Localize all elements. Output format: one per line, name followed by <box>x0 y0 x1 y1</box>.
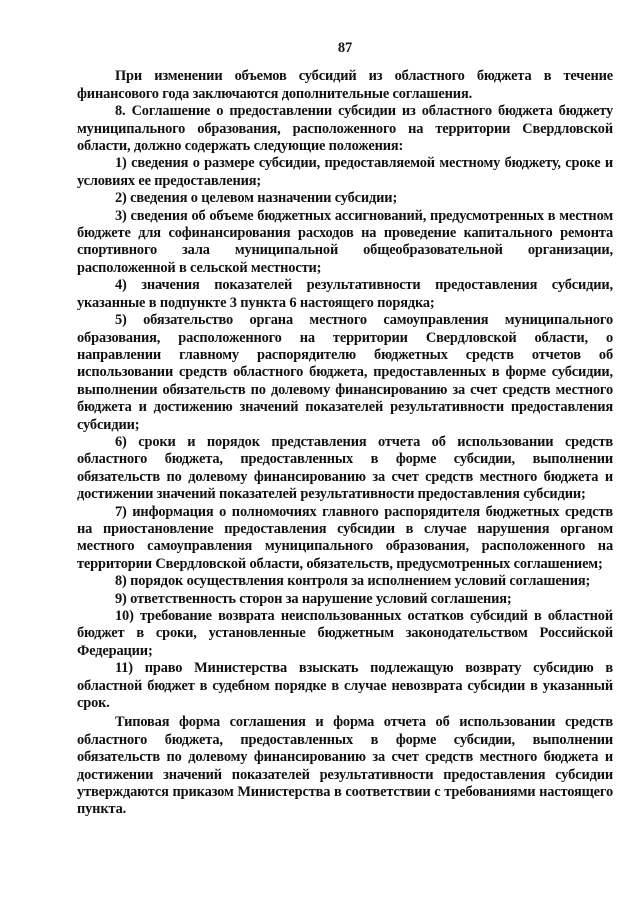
paragraph-1: При изменении объемов субсидий из областного бюджета в течение финансового года заключаются дополнительные соглашения. <box>77 68 613 102</box>
paragraph-10: 8) порядок осуществления контроля за исполнением условий соглашения; <box>115 573 591 590</box>
paragraph-3: 1) сведения о размере субсидии, предоставляемой местному бюджету, сроке и условиях ее предоставления; <box>77 155 613 189</box>
paragraph-8: 6) сроки и порядок представления отчета об использовании средств областного бюджета, предоставленных в форме субсидии, выполнении обязательств по долевому финансированию за счет средств местного бюджета и достижении значений показателей результативности предоставления субсидии; <box>77 433 613 503</box>
paragraph-2: 8. Соглашение о предоставлении субсидии из областного бюджета бюджету муниципального образования, расположенного на территории Свердловской области, должно содержать следующие положения: <box>77 103 613 155</box>
document-page <box>77 40 613 819</box>
paragraph-4: 2) сведения о целевом назначении субсидии; <box>115 190 398 207</box>
paragraph-6: 4) значения показателей результативности предоставления субсидии, указанные в подпункте 3 пункта 6 настоящего порядка; <box>77 277 613 311</box>
page-number: 87 <box>337 40 353 56</box>
paragraph-11: 9) ответственность сторон за нарушение условий соглашения; <box>115 590 512 607</box>
paragraph-7: 5) обязательство органа местного самоуправления муниципального образования, расположенного на территории Свердловской области, о направлении главному распорядителю бюджетных средств отчетов об использовании средств областного бюджета, предоставленных в форме субсидии, выполнении обязательств по долевому финансированию за счет средств местного бюджета и достижению значений показателей результативности предоставления субсидии; <box>77 312 613 433</box>
paragraph-13: 11) право Министерства взыскать подлежащую возврату субсидию в областной бюджет в судебном порядке в случае невозврата субсидии в указанный срок. <box>77 660 613 712</box>
paragraph-5: 3) сведения об объеме бюджетных ассигнований, предусмотренных в местном бюджете для софинансирования расходов на проведение капитального ремонта спортивного зала муниципальной общеобразовательной организации, расположенной в сельской местности; <box>77 207 613 276</box>
paragraph-14: Типовая форма соглашения и форма отчета об использовании средств областного бюджета, предоставленных в форме субсидии, выполнении обязательств по долевому финансированию за счет средств местного бюджета и достижении значений показателей результативности предоставления субсидии утверждаются приказом Министерства в соответствии с требованиями настоящего пункта. <box>77 714 613 818</box>
paragraph-12: 10) требование возврата неиспользованных остатков субсидий в областной бюджет в сроки, установленные бюджетным законодательством Российской Федерации; <box>77 608 613 659</box>
paragraph-9: 7) информация о полномочиях главного распорядителя бюджетных средств на приостановление предоставления субсидии в случае нарушения органом местного самоуправления муниципального образования, расположенного на территории Свердловской области, обязательств, предусмотренных соглашением; <box>77 503 613 572</box>
